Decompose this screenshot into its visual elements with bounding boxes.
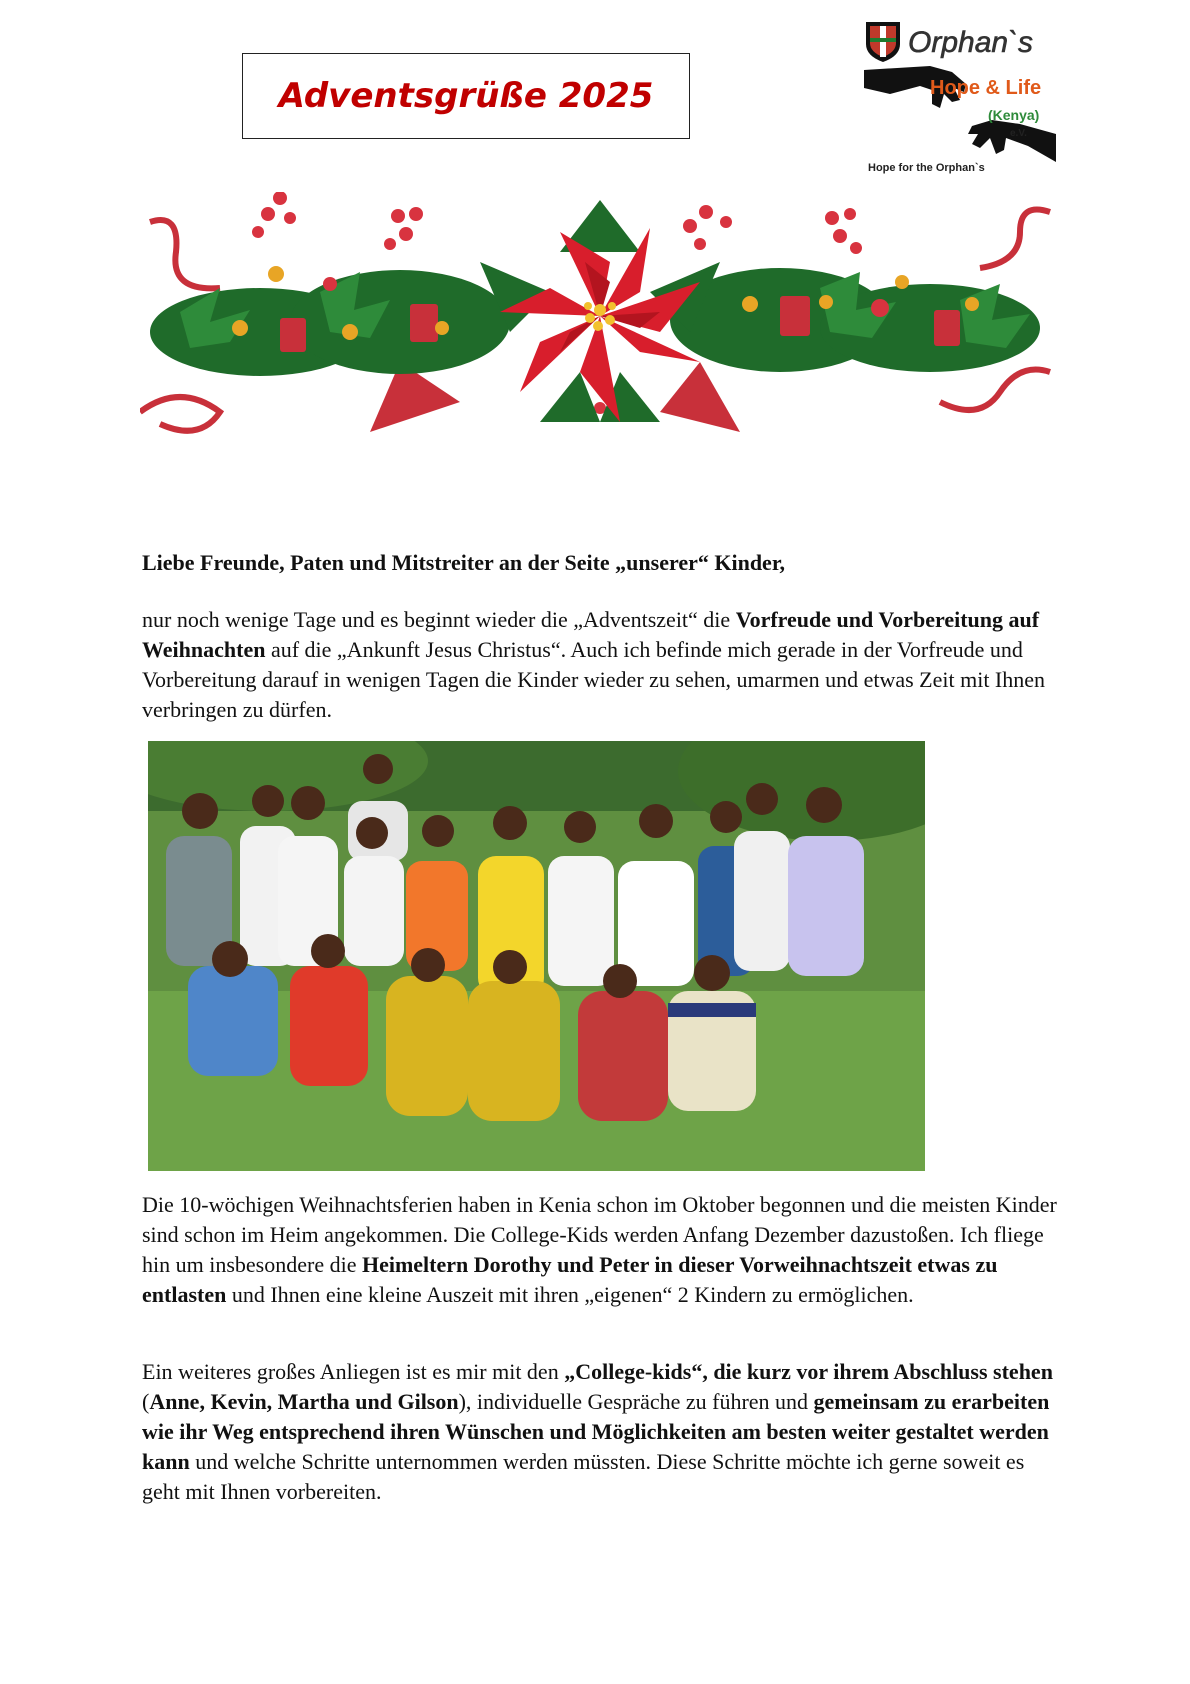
logo-country: (Kenya) <box>988 107 1040 123</box>
text-run: Ein weiteres großes Anliegen ist es mir mit den <box>142 1359 565 1384</box>
group-photo-illustration <box>148 741 925 1171</box>
logo-name: Orphan`s <box>908 26 1034 59</box>
logo-subname: Hope & Life <box>930 77 1042 99</box>
shield-icon <box>866 22 900 62</box>
text-run: auf die „Ankunft Jesus Christus“. Auch ich befinde mich gerade in der Vorfreude und Vorbereitung darauf in wenigen Tagen die Kinder wieder zu sehen, umarmen und etwas Zeit mit Ihnen verbringen zu dürfen. <box>142 637 1046 722</box>
text-run-bold: Anne, Kevin, Martha und Gilson <box>149 1389 459 1414</box>
letter-paragraph-2 <box>142 1190 1062 1310</box>
organization-logo <box>860 14 1060 180</box>
text-run: Die 10-wöchigen Weihnachtsferien haben in Kenia schon im Oktober begonnen und die meisten Kinder sind schon im Heim angekommen. Die College-Kids werden Anfang Dezember dazustoßen. Ich fliege hin um insbesondere die <box>142 1192 1057 1277</box>
group-photo <box>148 741 925 1171</box>
greeting-text: Liebe Freunde, Paten und Mitstreiter an der Seite „unserer“ Kinder, <box>142 550 786 575</box>
letter-paragraph-3 <box>142 1357 1062 1507</box>
title-box <box>242 53 690 139</box>
logo-suffix: e.V. <box>1010 128 1027 139</box>
text-run: und Ihnen eine kleine Auszeit mit ihren „eigenen“ 2 Kindern zu ermöglichen. <box>226 1282 914 1307</box>
logo-tagline: Hope for the Orphan`s <box>868 162 985 174</box>
text-run-bold: gemeinsam zu erarbeiten wie ihr Weg entsprechend ihren Wünschen und Möglichkeiten am besten weiter gestaltet werden kann <box>142 1389 1050 1474</box>
text-run: nur noch wenige Tage und es beginnt wieder die „Adventszeit“ die <box>142 607 736 632</box>
paragraph-text <box>142 1357 1062 1507</box>
paragraph-text <box>142 605 1062 725</box>
page-title: Adventsgrüße 2025 <box>278 76 654 116</box>
paragraph-text <box>142 1190 1062 1310</box>
hand-icon <box>968 120 1056 162</box>
text-run-bold: Heimeltern Dorothy und Peter in dieser Vorweihnachtszeit etwas zu entlasten <box>142 1252 998 1307</box>
text-run: und welche Schritte unternommen werden müssten. Diese Schritte möchte ich gerne soweit es geht mit Ihnen vorbereiten. <box>142 1449 1025 1504</box>
text-run: ), individuelle Gespräche zu führen und <box>458 1389 814 1414</box>
text-run: ( <box>142 1389 150 1414</box>
text-run-bold: „College-kids“, die kurz vor ihrem Abschluss stehen <box>564 1359 1053 1384</box>
text-run-bold: Vorfreude und Vorbereitung auf Weihnachten <box>142 607 1040 662</box>
christmas-garland-illustration <box>140 192 1060 464</box>
letter-paragraph-1 <box>142 605 1062 725</box>
letter-greeting <box>142 548 1062 578</box>
